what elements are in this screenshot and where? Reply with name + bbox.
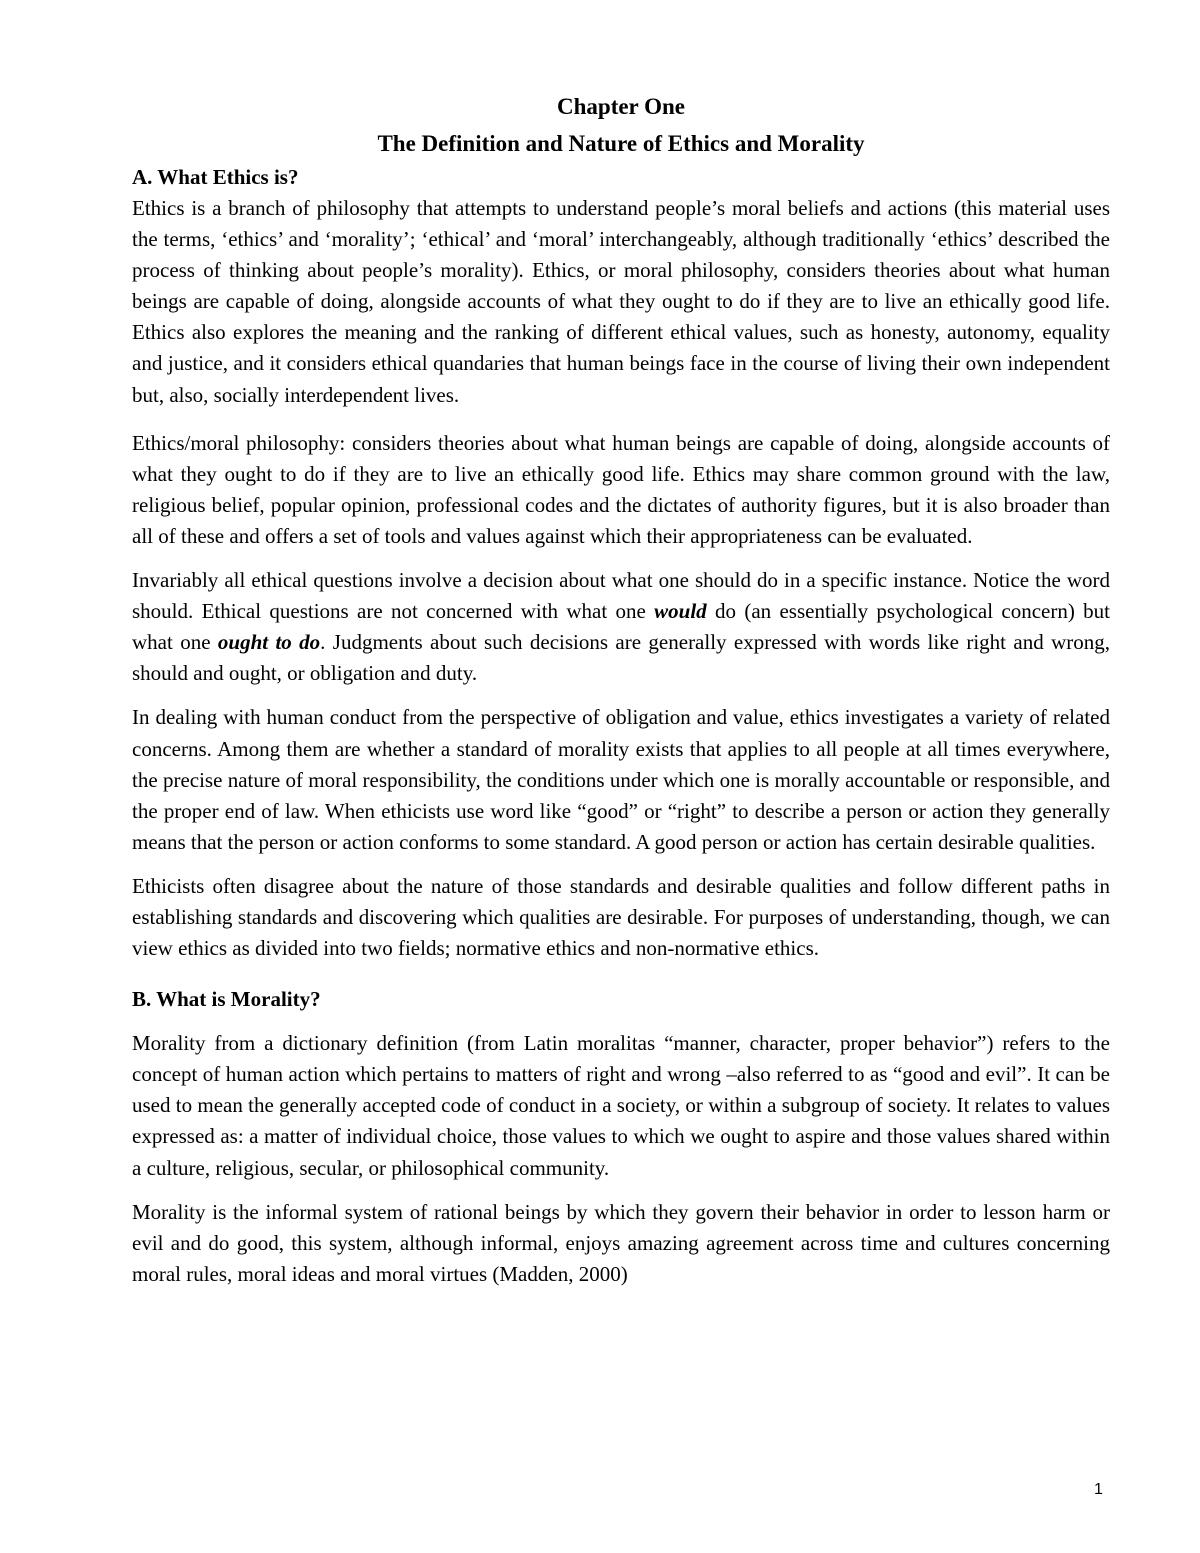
- page-content: [132, 88, 1110, 1303]
- section-a-paragraph-1: Ethics is a branch of philosophy that attempts to understand people’s moral beliefs and actions (this material uses the terms, ‘ethics’ and ‘morality’; ‘ethical’ and ‘moral’ interchangeably, although traditionally ‘ethics’ described the process of thinking about people’s morality). Ethics, or moral philosophy, considers theories about what human beings are capable of doing, alongside accounts of what they ought to do if they are to live an ethically good life. Ethics also explores the meaning and the ranking of different ethical values, such as honesty, autonomy, equality and justice, and it considers ethical quandaries that human beings face in the course of living their own independent but, also, socially interdependent lives.: [132, 196, 1110, 407]
- section-b-paragraph-2: Morality is the informal system of rational beings by which they govern their behavior in order to lesson harm or evil and do good, this system, although informal, enjoys amazing agreement across time and cultures concerning moral rules, moral ideas and moral virtues (Madden, 2000): [132, 1199, 1110, 1286]
- emphasis-would: would: [654, 599, 707, 624]
- chapter-number-title: Chapter One: [557, 94, 685, 119]
- section-a-paragraph-4: In dealing with human conduct from the perspective of obligation and value, ethics investigates a variety of related concerns. Among them are whether a standard of morality exists that applies to all people at all times everywhere, the precise nature of moral responsibility, the conditions under which one is morally accountable or responsible, and the proper end of law. When ethicists use word like “good” or “right” to describe a person or action they generally means that the person or action conforms to some standard. A good person or action has certain desirable qualities.: [132, 705, 1110, 854]
- paragraph-3-text-1: Invariably all ethical questions involve a decision about what one should do in a specific instance. Notice the word should. Ethical questions are not concerned with what one: [132, 568, 1110, 624]
- section-a-paragraph-5: Ethicists often disagree about the nature of those standards and desirable qualities and follow different paths in establishing standards and discovering which qualities are desirable. For purposes of understanding, though, we can view ethics as divided into two fields; normative ethics and non-normative ethics.: [132, 873, 1110, 961]
- section-a-heading: A. What Ethics is?: [132, 165, 299, 189]
- paragraph-3-text-3: . Judgments about such decisions are generally expressed with words like right and wrong, should and ought, or obligation and duty.: [132, 630, 1110, 686]
- section-a-paragraph-2: Ethics/moral philosophy: considers theories about what human beings are capable of doing, alongside accounts of what they ought to do if they are to live an ethically good life. Ethics may share common ground with the law, religious belief, popular opinion, professional codes and the dictates of authority figures, but it is also broader than all of these and offers a set of tools and values against which their appropriateness can be evaluated.: [132, 430, 1110, 548]
- section-a-paragraph-3: [132, 565, 1110, 689]
- section-b-heading: B. What is Morality?: [132, 987, 321, 1012]
- page-number: 1: [1094, 1481, 1103, 1498]
- chapter-title: The Definition and Nature of Ethics and Morality: [377, 131, 865, 156]
- paragraph-3-text-2: do (an essentially psychological concern) but what one: [132, 599, 1110, 655]
- emphasis-ought-to-do: ought to do: [217, 630, 321, 655]
- section-b-paragraph-1: Morality from a dictionary definition (from Latin moralitas “manner, character, proper behavior”) refers to the concept of human action which pertains to matters of right and wrong –also referred to as “good and evil”. It can be used to mean the generally accepted code of conduct in a society, or within a subgroup of society. It relates to values expressed as: a matter of individual choice, those values to which we ought to aspire and those values shared within a culture, religious, secular, or philosophical community.: [132, 1031, 1110, 1180]
